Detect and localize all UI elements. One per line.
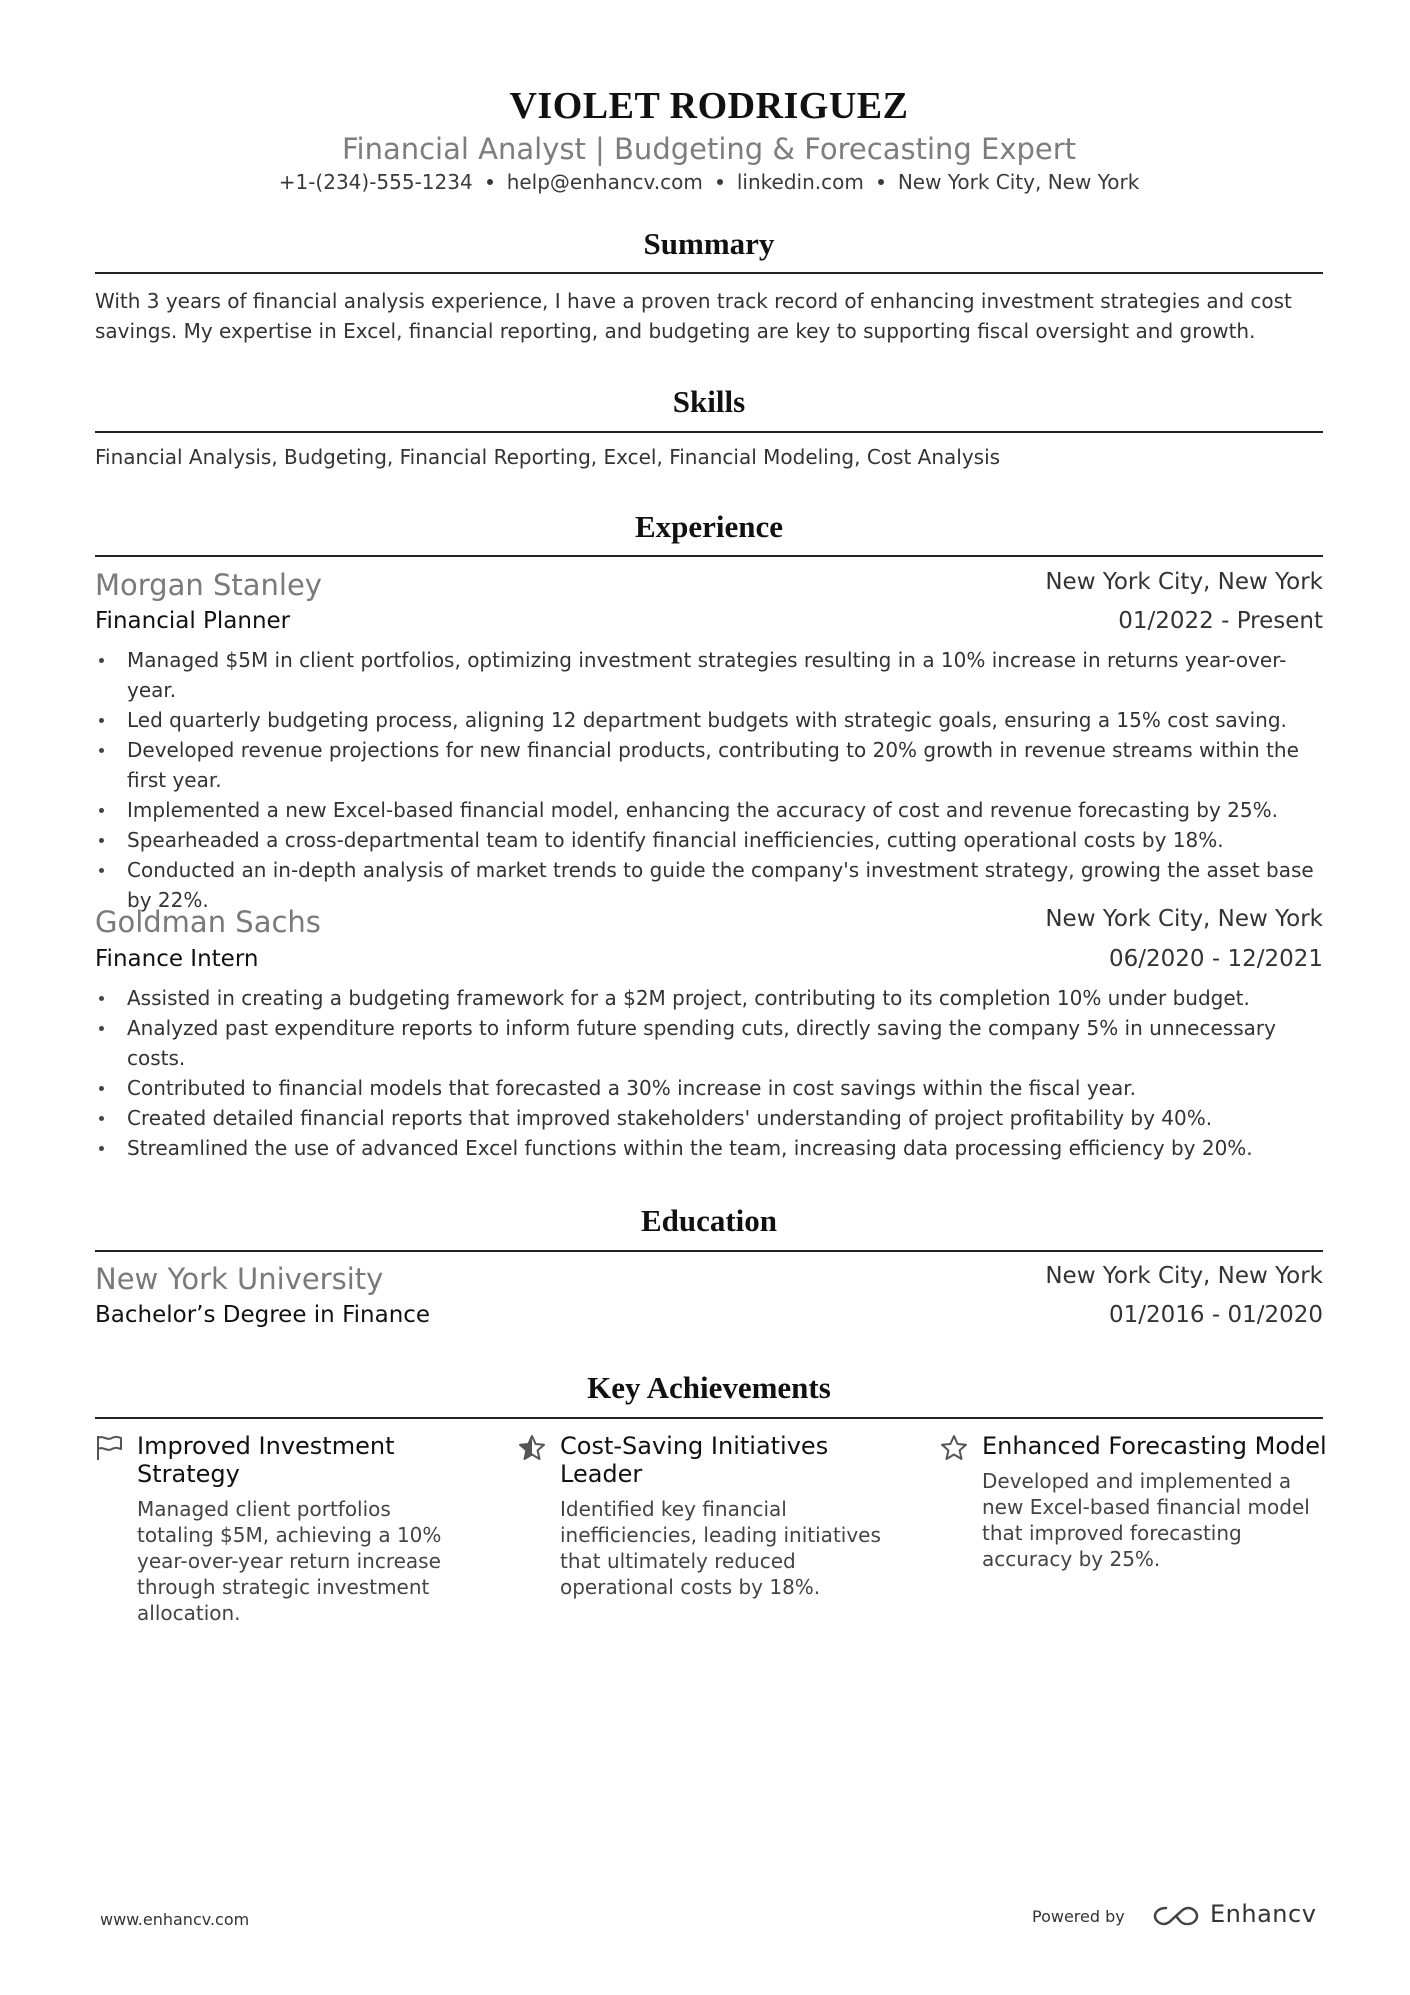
job-bullets: [95, 645, 1323, 915]
list-item: Analyzed past expenditure reports to inform future spending cuts, directly saving the company 5% in unnecessary costs.: [95, 1013, 1323, 1073]
list-item: Conducted an in-depth analysis of market trends to guide the company's investment strategy, growing the asset base by 22%.: [95, 855, 1323, 915]
list-item: Led quarterly budgeting process, aligning 12 department budgets with strategic goals, ensuring a 15% cost saving.: [95, 705, 1323, 735]
section-divider: [95, 555, 1323, 557]
list-item: Created detailed financial reports that improved stakeholders' understanding of project profitability by 40%.: [95, 1103, 1323, 1133]
list-item: Developed revenue projections for new financial products, contributing to 20% growth in revenue streams within the first year.: [95, 735, 1323, 795]
list-item: Contributed to financial models that forecasted a 30% increase in cost savings within the fiscal year.: [95, 1073, 1323, 1103]
skills-heading: Skills: [672, 384, 746, 419]
list-item: Implemented a new Excel-based financial model, enhancing the accuracy of cost and revenue forecasting by 25%.: [95, 795, 1323, 825]
section-divider: [95, 431, 1323, 433]
star-icon: [940, 1434, 968, 1462]
achievement-desc: Managed client portfolios totaling $5M, achieving a 10% year-over-year return increase through strategic investment allocation.: [137, 1497, 442, 1625]
phone: +1-(234)-555-1234: [278, 170, 473, 194]
separator-dot: [717, 179, 723, 185]
candidate-name: VIOLET RODRIGUEZ: [509, 85, 909, 127]
achievement-title: Enhanced Forecasting Model: [982, 1432, 1327, 1460]
job-dates: 01/2022 - Present: [1118, 608, 1323, 634]
education-heading: Education: [640, 1203, 778, 1238]
section-divider: [95, 1250, 1323, 1252]
list-item: Managed $5M in client portfolios, optimizing investment strategies resulting in a 10% increase in returns year-over-year.: [95, 645, 1323, 705]
company-name: Morgan Stanley: [95, 568, 322, 602]
achievements-heading: Key Achievements: [587, 1370, 831, 1405]
skills-text: Financial Analysis, Budgeting, Financial Reporting, Excel, Financial Modeling, Cost Analysis: [95, 445, 1001, 469]
education-dates: 01/2016 - 01/2020: [1108, 1302, 1323, 1328]
experience-heading: Experience: [634, 509, 784, 544]
achievement-title: Cost-Saving Initiatives Leader: [560, 1432, 829, 1488]
degree: Bachelor’s Degree in Finance: [95, 1302, 431, 1328]
job-dates: 06/2020 - 12/2021: [1108, 946, 1323, 972]
enhancv-logo-icon: [1152, 1900, 1200, 1932]
job-role: Financial Planner: [95, 608, 291, 634]
list-item: Assisted in creating a budgeting framework for a $2M project, contributing to its completion 10% under budget.: [95, 983, 1323, 1013]
school-location: New York City, New York: [1045, 1263, 1323, 1289]
separator-dot: [878, 179, 884, 185]
brand-name[interactable]: Enhancv: [1210, 1900, 1317, 1928]
footer-url[interactable]: www.enhancv.com: [100, 1910, 250, 1929]
summary-text: With 3 years of financial analysis experience, I have a proven track record of enhancing investment strategies and cost savings. My expertise in Excel, financial reporting, and budgeting are key to supporting fiscal oversight and growth.: [95, 289, 1292, 343]
company-name: Goldman Sachs: [95, 905, 321, 939]
summary-heading: Summary: [643, 226, 775, 261]
separator-dot: [487, 179, 493, 185]
school-name: New York University: [95, 1262, 384, 1296]
contact-line: [95, 170, 1323, 194]
section-divider: [95, 1417, 1323, 1419]
achievement-desc: Developed and implemented a new Excel-based financial model that improved forecasting accuracy by 25%.: [982, 1469, 1310, 1571]
linkedin-link[interactable]: linkedin.com: [736, 170, 864, 194]
list-item: Spearheaded a cross-departmental team to identify financial inefficiencies, cutting operational costs by 18%.: [95, 825, 1323, 855]
achievement-title: Improved Investment Strategy: [137, 1432, 395, 1488]
job-role: Finance Intern: [95, 946, 259, 972]
email-link[interactable]: help@enhancv.com: [506, 170, 703, 194]
job-location: New York City, New York: [1045, 906, 1323, 932]
achievement-desc: Identified key financial inefficiencies, leading initiatives that ultimately reduced operational costs by 18%.: [560, 1497, 881, 1599]
job-bullets: [95, 983, 1323, 1163]
powered-by-label: Powered by: [1032, 1907, 1125, 1926]
section-divider: [95, 272, 1323, 274]
list-item: Streamlined the use of advanced Excel functions within the team, increasing data processing efficiency by 20%.: [95, 1133, 1323, 1163]
location: New York City, New York: [897, 170, 1140, 194]
job-location: New York City, New York: [1045, 569, 1323, 595]
headline: Financial Analyst | Budgeting & Forecasting Expert: [341, 132, 1077, 166]
half-star-icon: [518, 1434, 546, 1462]
flag-icon: [95, 1434, 123, 1462]
